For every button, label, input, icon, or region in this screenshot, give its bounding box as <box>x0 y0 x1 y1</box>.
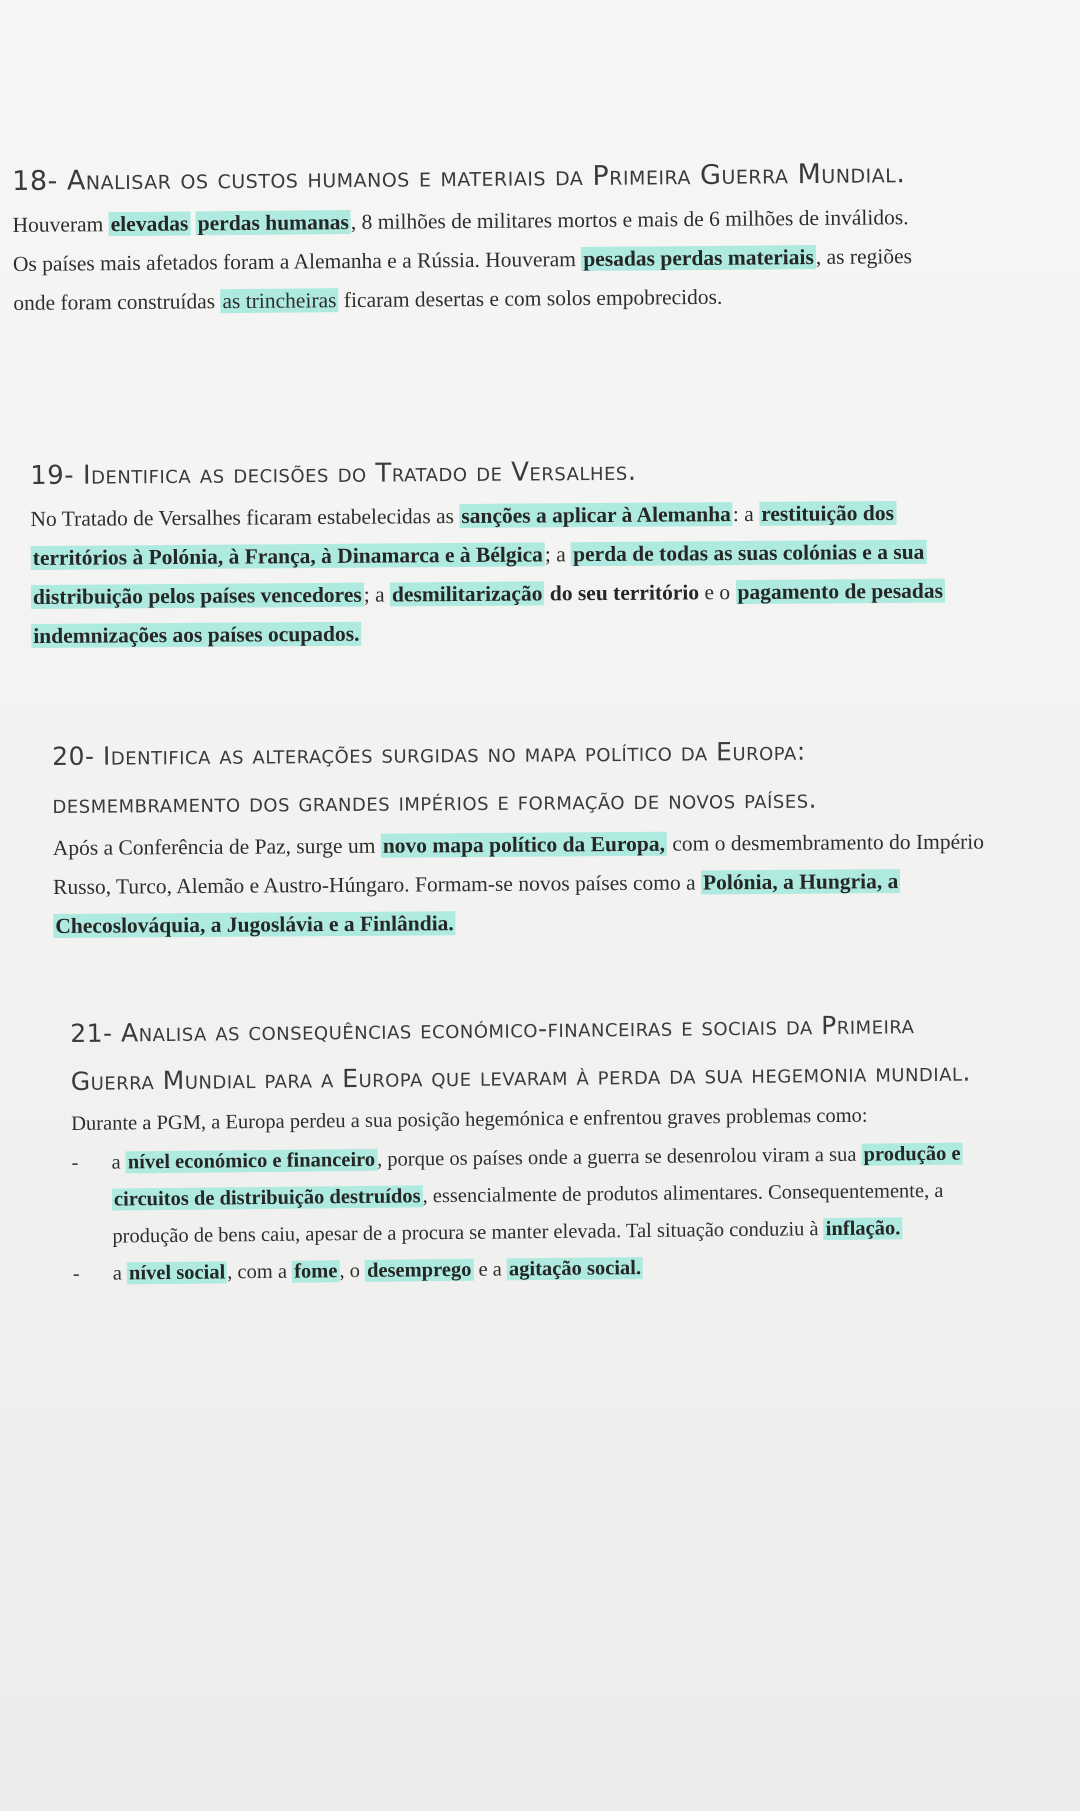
section-19-text <box>30 493 976 656</box>
text-run: ficaram desertas e com solos empobrecidos. <box>338 284 723 313</box>
text-run: , porque os países onde a guerra se desenrolou viram a sua <box>376 1143 862 1171</box>
section-19-heading: 19- Identifica as decisões do Tratado de Versalhes. <box>30 456 637 491</box>
highlighted-bold-term: pesadas perdas materiais <box>583 245 814 272</box>
highlighted-bold-term: restituição dos territórios à Polónia, à França, à Dinamarca e à Bélgica <box>32 500 895 570</box>
text-run: e o <box>698 580 736 605</box>
text-run: , 8 milhões de militares mortos e mais de 6 milhões de inválidos. Os países mais afetados foram a Alemanha e a Rússia. Houveram <box>12 205 909 276</box>
text-run: , essencialmente de produtos alimentares. Consequentemente, a produção de bens caiu, apesar de a procura se manter elevada. Tal situação conduziu à <box>112 1179 944 1248</box>
text-run: e a <box>473 1258 508 1281</box>
highlighted-bold-term: Polónia, a Hungria, a Checoslováquia, a Jugoslávia e a Finlândia. <box>55 869 899 938</box>
highlighted-bold-term: nível social <box>128 1261 226 1285</box>
highlighted-bold-term: desmilitarização <box>391 581 543 607</box>
section-18-heading: 18- Analisar os custos humanos e materiais da Primeira Guerra Mundial. <box>12 158 906 197</box>
highlighted-bold-term: fome <box>294 1260 338 1283</box>
bullet-dash: - <box>71 1151 79 1174</box>
section-21-heading: 21- Analisa as consequências económico-financeiras e sociais da Primeira Guerra Mundial para a Europa que levaram à perda da sua hegemonia mundial. <box>70 1010 972 1096</box>
section-21-intro: Durante a PGM, a Europa perdeu a sua posição hegemónica e enfrentou graves problemas como: <box>71 1104 868 1135</box>
text-run: Houveram <box>12 212 109 237</box>
highlighted-bold-term: elevadas <box>110 211 189 237</box>
highlighted-bold-term: perda de todas as suas colónias e a sua distribuição pelos países vencedores <box>32 539 925 609</box>
section-21 <box>70 1000 983 1293</box>
highlighted-bold-term: desemprego <box>366 1258 472 1282</box>
highlighted-bold-term: sanções a aplicar à Alemanha <box>461 502 731 528</box>
text-run: com o desmembramento do Império Russo, Turco, Alemão e Austro-Húngaro. Formam-se novos países como a <box>52 829 985 899</box>
highlighted-bold-term: pagamento de pesadas indemnizações aos países ocupados. <box>33 578 944 648</box>
list-item <box>71 1135 982 1256</box>
text-run: a <box>112 1262 128 1285</box>
highlighted-bold-term: produção e circuitos de distribuição destruídos <box>113 1142 961 1211</box>
consequences-list <box>71 1135 982 1293</box>
bold-term: do seu território <box>549 580 700 606</box>
highlighted-bold-term: perdas humanas <box>197 210 349 236</box>
section-18 <box>12 150 913 323</box>
highlighted-bold-term: nível económico e financeiro <box>127 1148 376 1174</box>
section-18-text <box>12 198 913 323</box>
text-run: No Tratado de Versalhes ficaram estabelecidas as <box>30 504 460 531</box>
text-run: ; a <box>544 542 572 567</box>
text-run: ; a <box>363 582 391 607</box>
text-run: , o <box>339 1259 366 1283</box>
highlighted-bold-term: agitação social. <box>508 1257 642 1281</box>
text-run: , com a <box>227 1260 293 1284</box>
section-20 <box>52 726 988 946</box>
text-run: : a <box>732 501 760 527</box>
highlighted-bold-term: novo mapa político da Europa, <box>382 831 666 858</box>
highlighted-term: as trincheiras <box>222 288 337 314</box>
section-19 <box>30 445 976 656</box>
bullet-dash: - <box>72 1262 80 1285</box>
section-21-text <box>71 1096 983 1293</box>
text-run: Após a Conferência de Paz, surge um <box>52 833 381 860</box>
highlighted-bold-term: inflação. <box>825 1217 901 1241</box>
section-20-text <box>53 822 989 946</box>
text-run: , as regiões onde foram construídas <box>13 244 913 315</box>
text-run: a <box>111 1151 126 1174</box>
section-20-heading: 20- Identifica as alterações surgidas no mapa político da Europa: desmembramento dos grandes impérios e formação de novos países. <box>52 736 818 819</box>
